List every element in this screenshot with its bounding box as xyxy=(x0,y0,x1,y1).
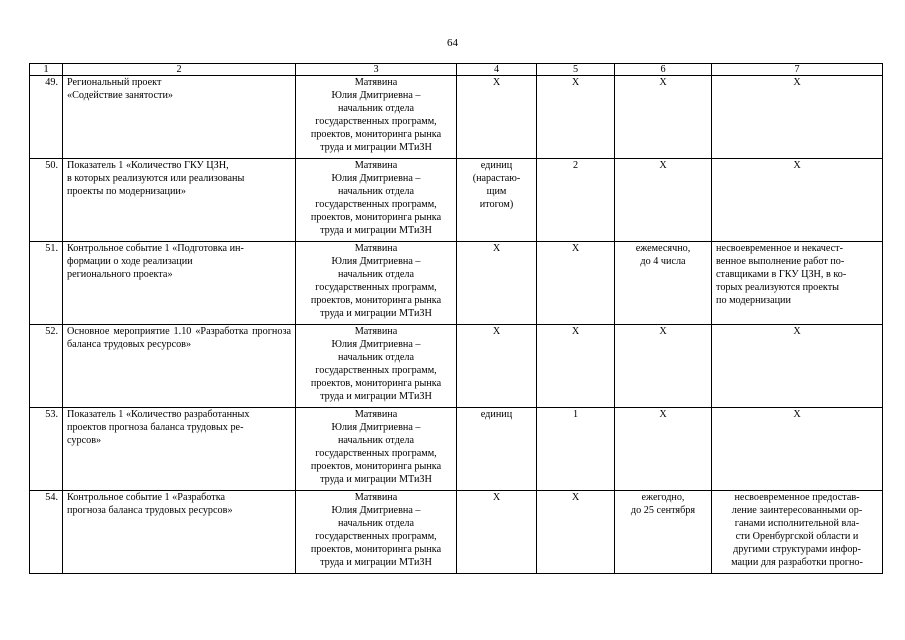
risk-cell: Х xyxy=(712,159,883,242)
table-row xyxy=(30,408,883,491)
column-header: 5 xyxy=(537,64,615,76)
value-cell: Х xyxy=(537,242,615,325)
risk-cell: Х xyxy=(712,408,883,491)
unit-cell: единиц xyxy=(457,408,537,491)
value-cell: Х xyxy=(537,491,615,574)
period-cell: Х xyxy=(615,408,712,491)
column-header: 3 xyxy=(296,64,457,76)
item-name: Показатель 1 «Количество разработанных проектов прогноза баланса трудовых ре- сурсов» xyxy=(63,408,296,491)
risk-cell: Х xyxy=(712,76,883,159)
responsible-person: Матявина Юлия Дмитриевна – начальник отдела государственных программ, проектов, мониторинга рынка труда и миграции МТиЗН xyxy=(296,159,457,242)
table-row xyxy=(30,491,883,574)
unit-cell: Х xyxy=(457,76,537,159)
unit-cell: Х xyxy=(457,325,537,408)
table-row xyxy=(30,242,883,325)
unit-cell: Х xyxy=(457,242,537,325)
row-number: 49. xyxy=(30,76,63,159)
plan-table xyxy=(29,63,883,574)
page-number: 64 xyxy=(447,37,458,49)
responsible-person: Матявина Юлия Дмитриевна – начальник отдела государственных программ, проектов, мониторинга рынка труда и миграции МТиЗН xyxy=(296,76,457,159)
column-header: 6 xyxy=(615,64,712,76)
column-header: 7 xyxy=(712,64,883,76)
period-cell: Х xyxy=(615,325,712,408)
column-header: 4 xyxy=(457,64,537,76)
unit-cell: единиц (нарастаю- щим итогом) xyxy=(457,159,537,242)
period-cell: ежегодно, до 25 сентября xyxy=(615,491,712,574)
column-header: 1 xyxy=(30,64,63,76)
column-number-row xyxy=(30,64,883,76)
table-row xyxy=(30,325,883,408)
item-name: Контрольное событие 1 «Подготовка ин- формации о ходе реализации регионального проекта» xyxy=(63,242,296,325)
row-number: 50. xyxy=(30,159,63,242)
value-cell: 2 xyxy=(537,159,615,242)
row-number: 51. xyxy=(30,242,63,325)
row-number: 52. xyxy=(30,325,63,408)
value-cell: Х xyxy=(537,76,615,159)
value-cell: Х xyxy=(537,325,615,408)
period-cell: Х xyxy=(615,159,712,242)
risk-cell: несвоевременное предостав- ление заинтересованными ор- ганами исполнительной вла- сти Оренбургской области и другими структурами инфор- мации для разработки прогно- xyxy=(712,491,883,574)
period-cell: ежемесячно, до 4 числа xyxy=(615,242,712,325)
responsible-person: Матявина Юлия Дмитриевна – начальник отдела государственных программ, проектов, мониторинга рынка труда и миграции МТиЗН xyxy=(296,408,457,491)
value-cell: 1 xyxy=(537,408,615,491)
unit-cell: Х xyxy=(457,491,537,574)
item-name: Региональный проект «Содействие занятости» xyxy=(63,76,296,159)
risk-cell: Х xyxy=(712,325,883,408)
item-name: Показатель 1 «Количество ГКУ ЦЗН, в которых реализуются или реализованы проекты по модернизации» xyxy=(63,159,296,242)
risk-cell: несвоевременное и некачест- венное выполнение работ по- ставщиками в ГКУ ЦЗН, в ко- торых реализуются проекты по модернизации xyxy=(712,242,883,325)
row-number: 53. xyxy=(30,408,63,491)
period-cell: Х xyxy=(615,76,712,159)
responsible-person: Матявина Юлия Дмитриевна – начальник отдела государственных программ, проектов, мониторинга рынка труда и миграции МТиЗН xyxy=(296,242,457,325)
item-name: Контрольное событие 1 «Разработка прогноза баланса трудовых ресурсов» xyxy=(63,491,296,574)
responsible-person: Матявина Юлия Дмитриевна – начальник отдела государственных программ, проектов, мониторинга рынка труда и миграции МТиЗН xyxy=(296,491,457,574)
table-row xyxy=(30,76,883,159)
table-row xyxy=(30,159,883,242)
column-header: 2 xyxy=(63,64,296,76)
item-name: Основное мероприятие 1.10 «Разработка прогноза баланса трудовых ресурсов» xyxy=(63,325,296,408)
responsible-person: Матявина Юлия Дмитриевна – начальник отдела государственных программ, проектов, мониторинга рынка труда и миграции МТиЗН xyxy=(296,325,457,408)
row-number: 54. xyxy=(30,491,63,574)
